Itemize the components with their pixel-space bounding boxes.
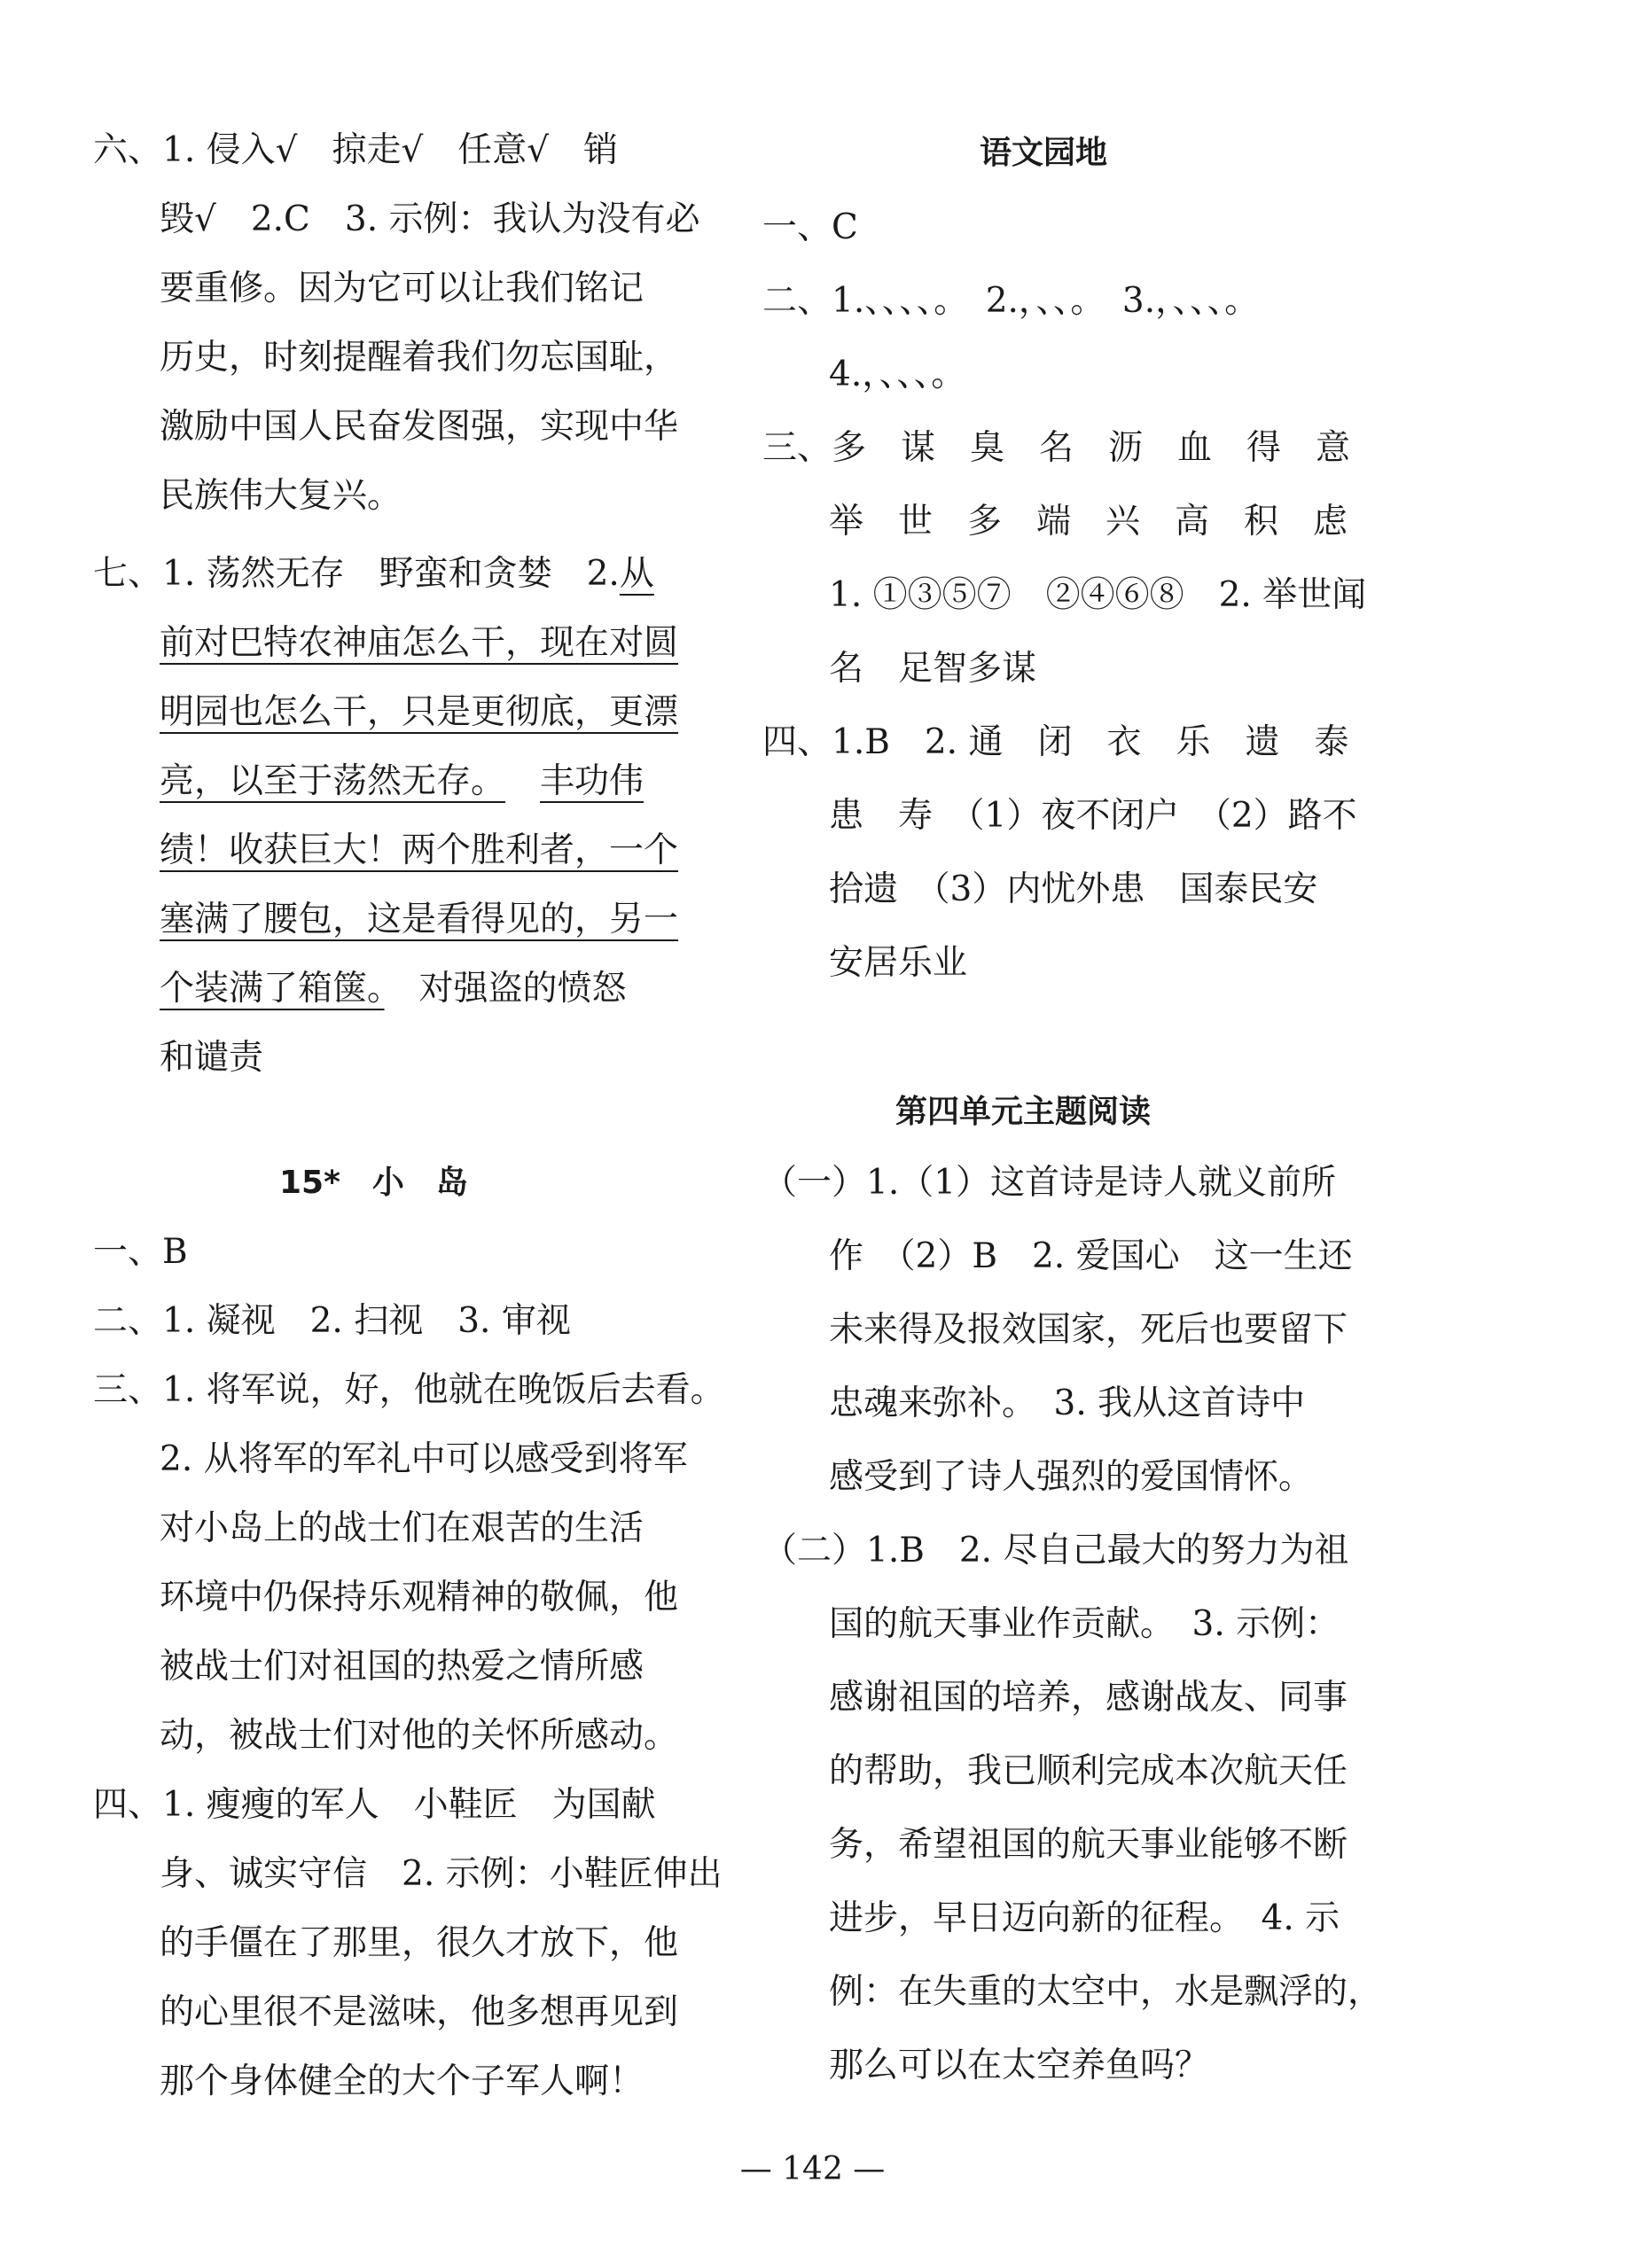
text-line: 作 （2）B 2. 爱国心 这一生还 bbox=[829, 1236, 1353, 1276]
text-line: 举 世 多 端 兴 高 积 虑 bbox=[829, 502, 1348, 542]
text-line: 历史，时刻提醒着我们勿忘国耻， bbox=[160, 338, 679, 378]
text-line: （一）1.（1）这首诗是诗人就义前所 bbox=[762, 1163, 1337, 1203]
text-line: 四、1. 瘦瘦的军人 小鞋匠 为国献 bbox=[93, 1785, 656, 1825]
text-line bbox=[93, 543, 654, 605]
text-line: 感受到了诗人强烈的爱国情怀。 bbox=[829, 1457, 1314, 1497]
underlined-text: 亮，以至于荡然无存。 bbox=[160, 761, 506, 801]
underlined-text: 明园也怎么干，只是更彻底，更漂 bbox=[160, 692, 679, 732]
text-line: 感谢祖国的培养，感谢战友、同事 bbox=[829, 1678, 1348, 1718]
text-segment: 对强盗的愤怒 bbox=[384, 969, 627, 1009]
lesson-15-title: 15* 小 岛 bbox=[279, 1165, 468, 1201]
text-line: 民族伟大复兴。 bbox=[160, 476, 402, 516]
underlined-text: 从 bbox=[619, 554, 654, 594]
text-line: 一、C bbox=[762, 207, 858, 247]
text-line bbox=[160, 820, 678, 882]
text-line: 2. 从将军的军礼中可以感受到将军 bbox=[160, 1439, 688, 1479]
unit-4-reading-title: 第四单元主题阅读 bbox=[895, 1094, 1152, 1130]
text-line: 六、1. 侵入√ 掠走√ 任意√ 销 bbox=[93, 130, 619, 170]
text-line: 四、1.B 2. 通 闭 衣 乐 遗 泰 bbox=[762, 722, 1349, 762]
text-line: 那么可以在太空养鱼吗？ bbox=[829, 2046, 1210, 2085]
text-line: 进步，早日迈向新的征程。 4. 示 bbox=[829, 1898, 1340, 1938]
text-line: 4.，、、、。 bbox=[829, 355, 966, 394]
text-line bbox=[160, 958, 627, 1020]
text-line: 身、诚实守信 2. 示例：小鞋匠伸出 bbox=[160, 1854, 723, 1894]
text-line: 的心里很不是滋味，他多想再见到 bbox=[160, 1992, 679, 2032]
text-line: 三、多 谋 臭 名 沥 血 得 意 bbox=[762, 428, 1351, 468]
text-line: 忠魂来弥补。 3. 我从这首诗中 bbox=[829, 1383, 1306, 1423]
text-line: 未来得及报效国家，死后也要留下 bbox=[829, 1310, 1348, 1350]
text-line: 二、1. 凝视 2. 扫视 3. 审视 bbox=[93, 1301, 571, 1341]
underlined-text: 个装满了箱箧。 bbox=[160, 969, 385, 1009]
underlined-text: 绩！收获巨大！两个胜利者，一个 bbox=[160, 830, 679, 870]
text-line: 务，希望祖国的航天事业能够不断 bbox=[829, 1825, 1348, 1865]
text-line: 名 足智多谋 bbox=[829, 649, 1037, 689]
text-line: 的帮助，我已顺利完成本次航天任 bbox=[829, 1751, 1348, 1791]
text-line: 的手僵在了那里，很久才放下，他 bbox=[160, 1923, 679, 1963]
underlined-text: 丰功伟 bbox=[540, 761, 645, 801]
text-line: 安居乐业 bbox=[829, 943, 968, 983]
text-line: 激励中国人民奋发图强，实现中华 bbox=[160, 407, 679, 447]
text-segment bbox=[505, 751, 540, 813]
page-number: — 142 — bbox=[739, 2151, 886, 2187]
text-line: 那个身体健全的大个子军人啊！ bbox=[160, 2061, 645, 2101]
text-line bbox=[160, 612, 678, 674]
text-line: （二）1.B 2. 尽自己最大的努力为祖 bbox=[762, 1531, 1349, 1570]
text-line: 动，被战士们对他的关怀所感动。 bbox=[160, 1716, 679, 1756]
text-line bbox=[160, 889, 678, 951]
text-line: 和谴责 bbox=[160, 1038, 264, 1078]
text-line: 1. ①③⑤⑦ ②④⑥⑧ 2. 举世闻 bbox=[829, 575, 1367, 615]
text-line: 毁√ 2.C 3. 示例：我认为没有必 bbox=[160, 199, 700, 239]
text-line: 二、1.、、、、。 2.，、、。 3.，、、、。 bbox=[762, 281, 1260, 321]
text-line: 一、B bbox=[93, 1232, 188, 1272]
text-line: 例：在失重的太空中，水是飘浮的， bbox=[829, 1972, 1383, 2012]
text-line: 患 寿 （1）夜不闭户 （2）路不 bbox=[829, 796, 1357, 836]
text-line: 国的航天事业作贡献。 3. 示例： bbox=[829, 1604, 1340, 1644]
text-line: 环境中仍保持乐观精神的敬佩，他 bbox=[160, 1578, 679, 1617]
yuwen-yuandi-title: 语文园地 bbox=[980, 135, 1108, 171]
underlined-text: 前对巴特农神庙怎么干，现在对圆 bbox=[160, 623, 679, 663]
underlined-text: 塞满了腰包，这是看得见的，另一 bbox=[160, 900, 679, 939]
text-line: 被战士们对祖国的热爱之情所感 bbox=[160, 1647, 645, 1687]
text-line bbox=[160, 682, 678, 744]
text-segment: 七、1. 荡然无存 野蛮和贪婪 2. bbox=[93, 554, 620, 594]
text-line: 拾遗 （3）内忧外患 国泰民安 bbox=[829, 869, 1318, 909]
text-line: 要重修。因为它可以让我们铭记 bbox=[160, 269, 645, 308]
text-line bbox=[160, 751, 644, 813]
text-line: 对小岛上的战士们在艰苦的生活 bbox=[160, 1508, 645, 1548]
text-line: 三、1. 将军说，好，他就在晚饭后去看。 bbox=[93, 1370, 725, 1410]
